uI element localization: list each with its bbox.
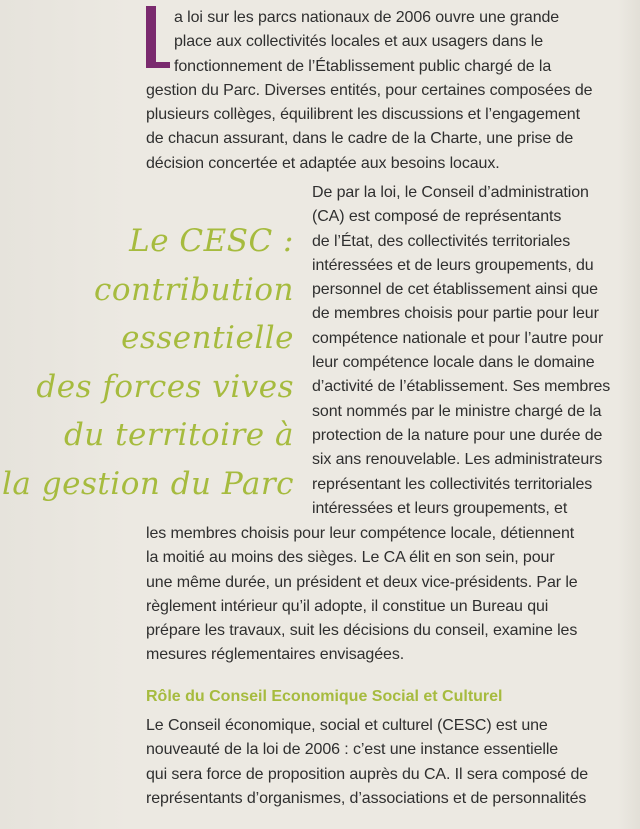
intro-line: plusieurs collèges, équilibrent les discussions et l’engagement (146, 106, 580, 124)
ca-line: six ans renouvelable. Les administrateurs (312, 451, 603, 469)
ca-line: la moitié au moins des sièges. Le CA élit en son sein, pour (146, 549, 555, 567)
ca-paragraph-continued (146, 522, 626, 668)
ca-line: De par la loi, le Conseil d’administration (312, 184, 589, 201)
pull-quote-line: contribution (94, 271, 294, 308)
pull-quote-line: la gestion du Parc (2, 465, 294, 502)
ca-paragraph-column (312, 181, 634, 521)
pull-quote-line: du territoire à (63, 417, 294, 453)
pull-quote-line: essentielle (121, 320, 294, 356)
cesc-line: représentants d’organismes, d’associations et de personnalités (146, 789, 587, 807)
cesc-line: qui sera force de proposition auprès du CA. Il sera composé de (146, 765, 589, 783)
ca-line: personnel de cet établissement ainsi que (312, 281, 598, 299)
cesc-line: nouveauté de la loi de 2006 : c’est une instance essentielle (146, 741, 559, 759)
section-heading-cesc: Rôle du Conseil Economique Social et Culturel (146, 688, 503, 705)
ca-line: de membres choisis pour partie pour leur (312, 305, 599, 323)
ca-line: de l’État, des collectivités territoriales (312, 232, 571, 250)
ca-line: leur compétence locale dans le domaine (312, 354, 595, 372)
ca-line: intéressées et de leurs groupements, du (312, 256, 594, 274)
intro-line: de chacun assurant, dans le cadre de la Charte, une prise de (146, 130, 574, 148)
cesc-line: Le Conseil économique, social et culturel (CESC) est une (146, 717, 548, 734)
ca-line: intéressées et leurs groupements, et (312, 499, 568, 517)
ca-line: prépare les travaux, suit les décisions du conseil, examine les (146, 622, 578, 640)
intro-line: fonctionnement de l’Établissement public chargé de la (174, 57, 552, 75)
intro-line: place aux collectivités locales et aux usagers dans le (174, 33, 544, 51)
ca-line: une même durée, un président et deux vice-présidents. Par le (146, 573, 578, 591)
pull-quote (0, 217, 294, 508)
ca-line: sont nommés par le ministre chargé de la (312, 402, 602, 420)
ca-line: mesures réglementaires envisagées. (146, 646, 405, 664)
ca-line: compétence nationale et pour l’autre pour (312, 329, 604, 347)
cesc-paragraph (146, 714, 626, 811)
pull-quote-line: des forces vives (36, 368, 294, 405)
ca-line: représentant les collectivités territoriales (312, 475, 593, 493)
pull-quote-line: Le CESC : (129, 223, 294, 259)
ca-line: règlement intérieur qu’il adopte, il constitue un Bureau qui (146, 597, 549, 615)
intro-line: a loi sur les parcs nationaux de 2006 ouvre une grande (174, 9, 560, 26)
intro-line: décision concertée et adaptée aux besoins locaux. (146, 154, 500, 172)
ca-line: protection de la nature pour une durée de (312, 426, 603, 444)
ca-line: (CA) est composé de représentants (312, 208, 562, 226)
intro-paragraph (146, 6, 626, 176)
intro-line: gestion du Parc. Diverses entités, pour certaines composées de (146, 81, 593, 99)
ca-line: les membres choisis pour leur compétence locale, détiennent (146, 525, 575, 542)
ca-line: d’activité de l’établissement. Ses membres (312, 378, 611, 396)
